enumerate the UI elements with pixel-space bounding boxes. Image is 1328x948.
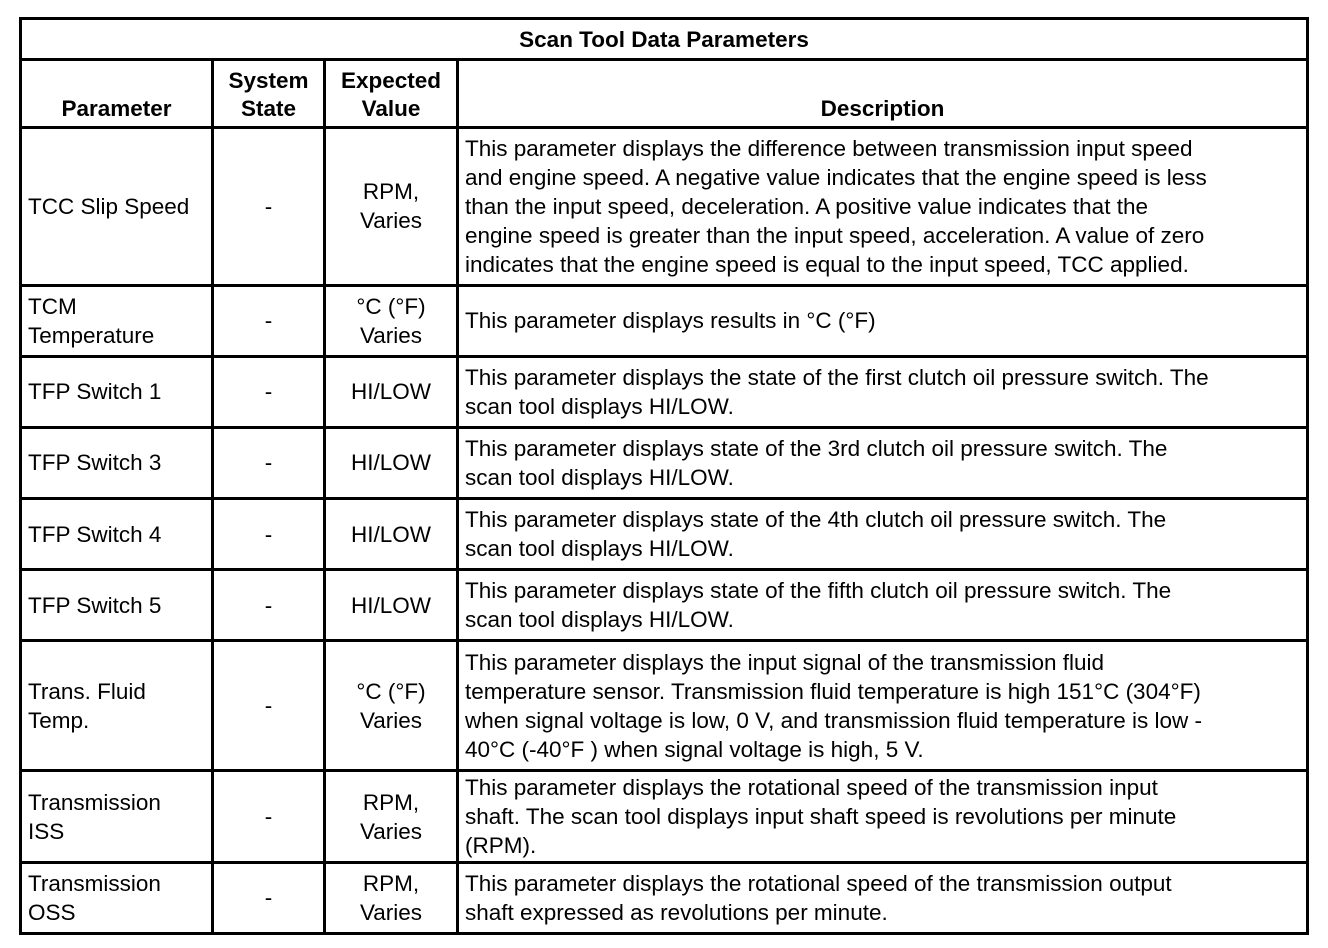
expected-value-cell-line: °C (°F) (356, 678, 426, 704)
table-row (21, 771, 1308, 862)
description-cell-line: This parameter displays state of the 3rd clutch oil pressure switch. The (465, 435, 1168, 461)
expected-value-cell-line: Varies (359, 322, 423, 348)
table-row (21, 285, 1308, 356)
description-cell-line: This parameter displays results in °C (°F) (465, 308, 876, 334)
description-cell-line: than the input speed, deceleration. A positive value indicates that the (465, 193, 1148, 219)
parameter-cell-line: Temp. (28, 707, 90, 733)
parameter-cell (21, 641, 213, 771)
table-row (21, 641, 1308, 771)
parameter-cell-line: Transmission (28, 870, 161, 896)
expected-value-cell (325, 771, 458, 862)
expected-value-cell-line: RPM, (362, 789, 420, 815)
table-row (21, 356, 1308, 427)
table-row (21, 862, 1308, 933)
system-state-cell: - (213, 356, 325, 427)
table-header-row (21, 60, 1308, 128)
expected-value-cell-line: Varies (359, 818, 423, 844)
description-cell-line: indicates that the engine speed is equal to the input speed, TCC applied. (465, 251, 1189, 277)
expected-value-cell (325, 641, 458, 771)
parameter-cell (21, 427, 213, 498)
system-state-cell: - (213, 427, 325, 498)
expected-value-cell-line: HI/LOW (350, 379, 431, 405)
expected-value-cell (325, 862, 458, 933)
parameter-cell (21, 862, 213, 933)
expected-value-cell-line: HI/LOW (350, 592, 431, 618)
system-state-cell: - (213, 498, 325, 569)
expected-value-cell-line: °C (°F) (356, 293, 426, 319)
expected-value-cell-line: HI/LOW (350, 521, 431, 547)
parameter-cell-line: Transmission (28, 789, 161, 815)
table-title-row (21, 19, 1308, 60)
description-cell (458, 128, 1308, 286)
expected-value-cell (325, 427, 458, 498)
expected-value-cell (325, 285, 458, 356)
table-row (21, 128, 1308, 286)
description-cell (458, 285, 1308, 356)
description-cell-line: scan tool displays HI/LOW. (465, 607, 734, 633)
header-system-state (213, 60, 325, 128)
description-cell-line: This parameter displays the rotational speed of the transmission input (465, 775, 1158, 801)
description-cell-line: This parameter displays the rotational speed of the transmission output (465, 870, 1172, 896)
parameter-cell (21, 285, 213, 356)
description-cell-line: This parameter displays the input signal of the transmission fluid (465, 649, 1105, 675)
table-body (21, 128, 1308, 934)
description-cell-line: shaft. The scan tool displays input shaft speed is revolutions per minute (465, 804, 1177, 830)
scan-tool-data-sheet (19, 17, 1306, 935)
expected-value-cell-line: Varies (359, 707, 423, 733)
description-cell (458, 356, 1308, 427)
parameter-cell-line: TCC Slip Speed (28, 193, 190, 219)
table-row (21, 570, 1308, 641)
description-cell-line: scan tool displays HI/LOW. (465, 393, 734, 419)
parameter-cell (21, 356, 213, 427)
parameter-cell (21, 128, 213, 286)
expected-value-cell-line: RPM, (362, 870, 420, 896)
header-parameter: Parameter (21, 60, 213, 128)
parameter-cell-line: TFP Switch 3 (28, 450, 162, 476)
description-cell-line: shaft expressed as revolutions per minute. (465, 899, 888, 925)
expected-value-cell-line: HI/LOW (350, 450, 431, 476)
description-cell (458, 498, 1308, 569)
system-state-cell: - (213, 862, 325, 933)
expected-value-cell (325, 570, 458, 641)
table-title: Scan Tool Data Parameters (21, 19, 1308, 60)
description-cell-line: This parameter displays the state of the first clutch oil pressure switch. The (465, 364, 1209, 390)
description-cell-line: engine speed is greater than the input speed, acceleration. A value of zero (465, 222, 1205, 248)
expected-value-cell-line: Varies (359, 208, 423, 234)
parameter-cell (21, 498, 213, 569)
description-cell-line: (RPM). (465, 833, 537, 859)
expected-value-cell-line: Varies (359, 899, 423, 925)
parameter-cell (21, 771, 213, 862)
expected-value-cell (325, 128, 458, 286)
system-state-cell: - (213, 570, 325, 641)
system-state-cell: - (213, 641, 325, 771)
description-cell (458, 771, 1308, 862)
parameter-cell-line: Trans. Fluid (28, 678, 146, 704)
expected-value-cell (325, 498, 458, 569)
system-state-cell: - (213, 128, 325, 286)
parameter-cell-line: OSS (28, 899, 76, 925)
scan-tool-parameters-table (19, 17, 1309, 935)
parameter-cell-line: TFP Switch 1 (28, 379, 162, 405)
description-cell-line: scan tool displays HI/LOW. (465, 464, 734, 490)
expected-value-cell (325, 356, 458, 427)
expected-value-cell-line: RPM, (362, 179, 420, 205)
description-cell-line: temperature sensor. Transmission fluid temperature is high 151°C (304°F) (465, 678, 1201, 704)
system-state-cell: - (213, 771, 325, 862)
header-expected-value-line: Value (361, 96, 421, 121)
description-cell (458, 427, 1308, 498)
description-cell (458, 570, 1308, 641)
description-cell-line: and engine speed. A negative value indicates that the engine speed is less (465, 164, 1207, 190)
table-row (21, 498, 1308, 569)
description-cell (458, 641, 1308, 771)
table-row (21, 427, 1308, 498)
parameter-cell-line: Temperature (28, 322, 155, 348)
parameter-cell-line: TCM (28, 293, 77, 319)
description-cell-line: 40°C (-40°F ) when signal voltage is high, 5 V. (465, 736, 924, 762)
header-system-state-line: System (228, 68, 309, 93)
description-cell-line: This parameter displays state of the 4th clutch oil pressure switch. The (465, 507, 1167, 533)
header-system-state-line: State (240, 96, 297, 121)
parameter-cell-line: TFP Switch 4 (28, 521, 162, 547)
parameter-cell-line: TFP Switch 5 (28, 592, 162, 618)
parameter-cell (21, 570, 213, 641)
description-cell-line: This parameter displays the difference between transmission input speed (465, 135, 1193, 161)
header-expected-value (325, 60, 458, 128)
parameter-cell-line: ISS (28, 818, 65, 844)
system-state-cell: - (213, 285, 325, 356)
header-expected-value-line: Expected (340, 68, 442, 93)
description-cell-line: scan tool displays HI/LOW. (465, 536, 734, 562)
description-cell-line: This parameter displays state of the fifth clutch oil pressure switch. The (465, 578, 1172, 604)
description-cell (458, 862, 1308, 933)
description-cell-line: when signal voltage is low, 0 V, and transmission fluid temperature is low - (465, 707, 1203, 733)
header-description: Description (458, 60, 1308, 128)
